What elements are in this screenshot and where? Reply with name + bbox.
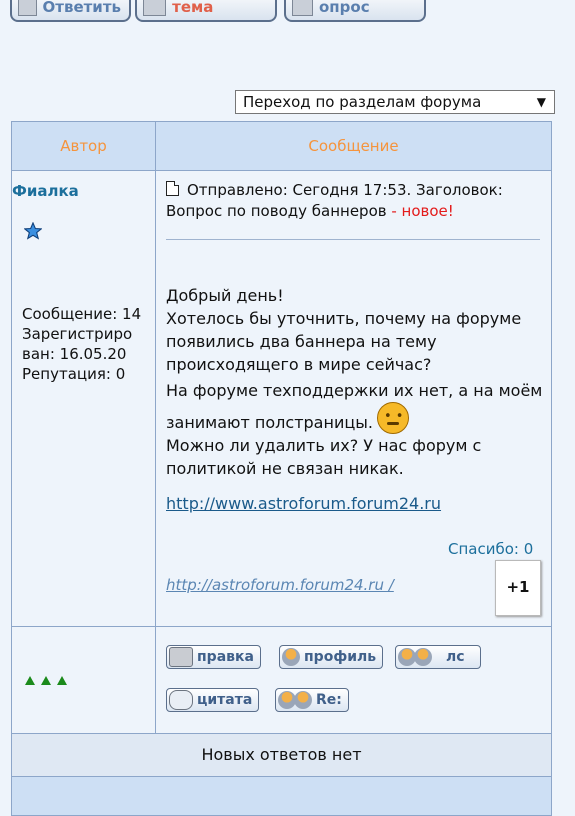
registered-line-2: ван: 16.05.20	[22, 345, 127, 363]
post-link[interactable]: http://www.astroforum.forum24.ru	[166, 494, 442, 513]
star-icon	[24, 222, 42, 240]
message-count: Сообщение: 14	[22, 305, 142, 323]
new-topic-button-label: тема	[172, 0, 214, 16]
reply-quote-button-label: Re:	[316, 692, 342, 708]
post-sent-time: Отправлено: Сегодня 17:53. Заголовок:	[187, 181, 503, 199]
new-poll-icon	[292, 0, 313, 16]
reply-icon	[18, 0, 37, 16]
up-arrow-icon	[57, 676, 67, 685]
post-subject: Вопрос по поводу баннеров	[166, 202, 387, 220]
post-line-3: Можно ли удалить их? У нас форум с политикой не связан никак.	[166, 436, 482, 478]
quote-button[interactable]	[166, 688, 259, 712]
reply-button[interactable]	[10, 0, 131, 22]
no-replies-text: Новых ответов нет	[201, 745, 362, 764]
up-arrow-icon	[25, 676, 35, 685]
post-actions-cell	[155, 626, 552, 734]
new-poll-button[interactable]	[284, 0, 426, 22]
person-icon	[414, 648, 432, 666]
angry-smiley-icon	[377, 402, 409, 434]
reply-button-label: Ответить	[42, 0, 121, 16]
new-topic-button[interactable]	[135, 0, 277, 22]
plus-one-button[interactable]: +1	[495, 560, 541, 616]
reputation: Репутация: 0	[22, 365, 126, 383]
pm-button-label: лс	[446, 649, 465, 665]
table-footer-row	[11, 776, 552, 816]
up-arrow-icon	[41, 676, 51, 685]
new-poll-button-label: опрос	[319, 0, 370, 16]
edit-button-label: правка	[197, 649, 254, 665]
new-topic-icon	[143, 0, 166, 16]
meta-divider	[166, 239, 540, 240]
post-greeting: Добрый день!	[166, 286, 284, 305]
author-name[interactable]: Фиалка	[12, 182, 79, 200]
author-stats	[22, 304, 152, 384]
post-body	[166, 284, 544, 480]
thanks-counter[interactable]: Спасибо: 0	[448, 540, 534, 558]
new-badge: - новое!	[391, 202, 454, 220]
message-column-header: Сообщение	[155, 121, 552, 171]
rating-arrows[interactable]	[25, 676, 67, 685]
dropdown-arrow-icon: ▼	[536, 95, 546, 109]
edit-button[interactable]	[166, 645, 261, 669]
quote-icon	[169, 690, 193, 710]
person-icon	[294, 691, 312, 709]
pm-button[interactable]	[395, 645, 481, 669]
document-icon	[166, 181, 179, 196]
reply-quote-button[interactable]	[275, 688, 349, 712]
quote-button-label: цитата	[197, 692, 253, 708]
profile-button[interactable]	[279, 645, 383, 669]
registered-line-1: Зарегистриро	[22, 325, 133, 343]
post-meta	[166, 180, 546, 222]
forum-jump-selected: Переход по разделам форума	[243, 93, 482, 111]
post-line-1: Хотелось бы уточнить, почему на форуме появились два баннера на тему происходящего в мире сейчас?	[166, 309, 522, 374]
person-icon	[282, 648, 300, 666]
profile-button-label: профиль	[304, 649, 377, 665]
forum-jump-select[interactable]	[235, 90, 555, 114]
pencil-icon	[169, 647, 193, 667]
author-column-header: Автор	[11, 121, 156, 171]
signature-link[interactable]: http://astroforum.forum24.ru /	[166, 576, 394, 594]
post-line-2: На форуме техподдержки их нет, а на моём занимают полстраницы.	[166, 381, 543, 432]
